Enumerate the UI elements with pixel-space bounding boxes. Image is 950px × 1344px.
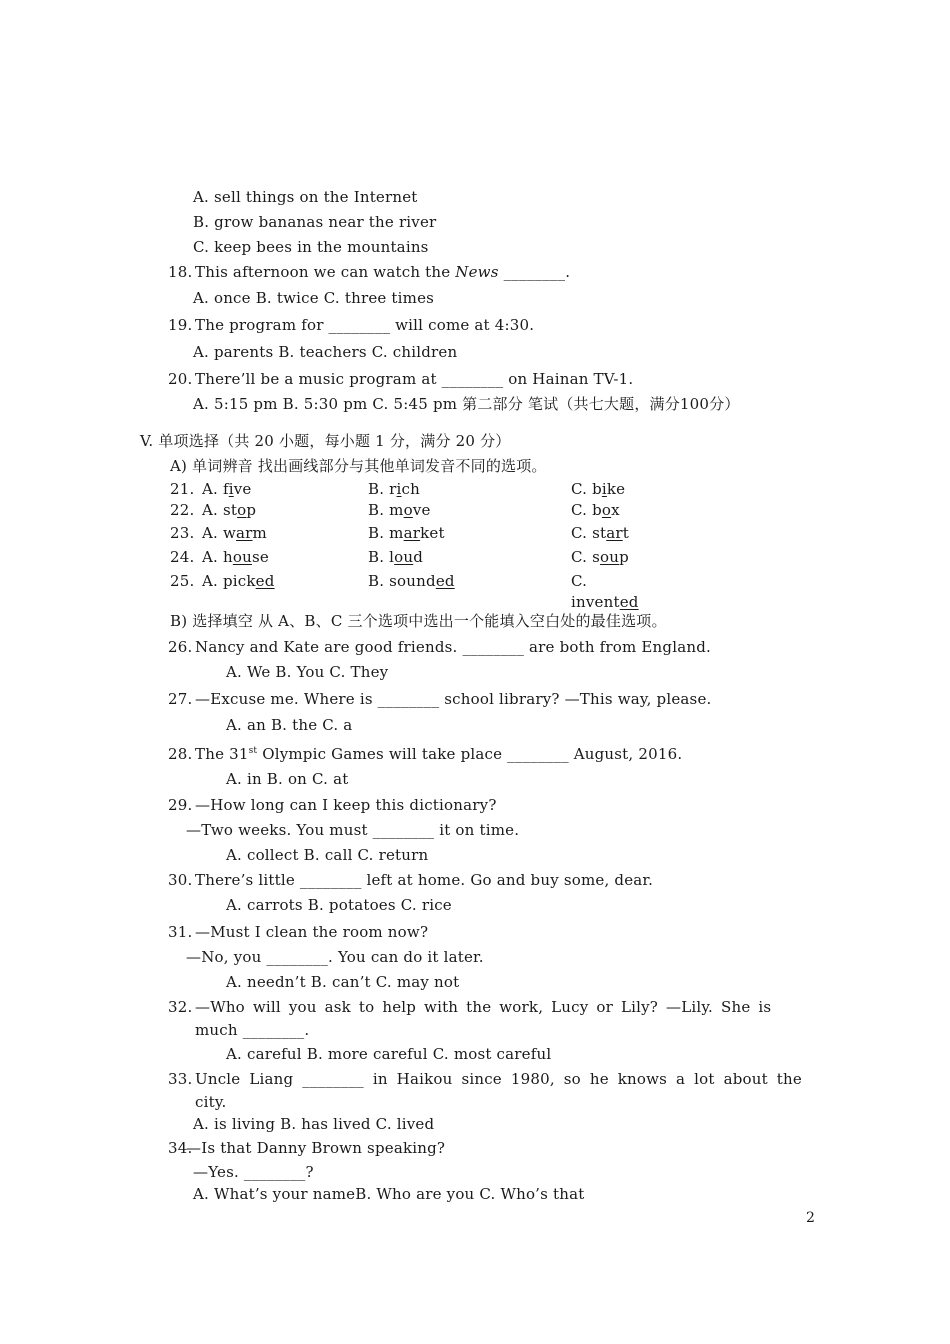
phonics-option-b [368, 548, 423, 566]
q26-number: 26. [168, 638, 193, 656]
phonics-option-c-underlined: o [601, 501, 612, 519]
phonics-option-a-post: p [246, 501, 257, 519]
phonics-option-a-underlined: ar [236, 524, 253, 542]
phonics-option-a [202, 572, 275, 590]
q18-stem-pre: This afternoon we can watch the [195, 263, 456, 281]
q19-stem: The program for ________ will come at 4:30. [195, 316, 535, 334]
q18-stem [195, 263, 570, 281]
q31-line-1: —Must I clean the room now? [195, 923, 429, 941]
q29-line-1: —How long can I keep this dictionary? [195, 796, 497, 814]
phonics-row-number: 25. [170, 572, 195, 590]
phonics-option-b-underlined: ed [435, 572, 455, 590]
q30-options: A. carrots B. potatoes C. rice [226, 896, 452, 914]
phonics-option-c-word-pre: invent [571, 593, 620, 611]
phonics-option-a-post: ve [233, 480, 252, 498]
q31-line-2: —No, you ________. You can do it later. [186, 948, 484, 966]
q20-stem: There’ll be a music program at ________ on Hainan TV-1. [195, 370, 634, 388]
page-number: 2 [806, 1210, 816, 1226]
phonics-option-c [571, 572, 587, 590]
q28-number: 28. [168, 745, 193, 763]
section-5-title: V. 单项选择（共 20 小题，每小题 1 分，满分 20 分） [140, 432, 511, 450]
phonics-option-a [202, 480, 252, 498]
phonics-option-c [571, 524, 629, 542]
phonics-option-a-pre: A. w [202, 524, 237, 542]
phonics-option-b [368, 572, 455, 590]
q34-options: A. What’s your nameB. Who are you C. Who’s that [193, 1185, 585, 1203]
phonics-option-b-pre: B. r [368, 480, 397, 498]
phonics-option-c-underlined: i [601, 480, 607, 498]
phonics-option-a-underlined: i [228, 480, 234, 498]
q34-line-1: —Is that Danny Brown speaking? [186, 1139, 446, 1157]
phonics-option-c-pre: C. b [571, 480, 602, 498]
q33-line-1: Uncle Liang ________ in Haikou since 1980, so he knows a lot about the [195, 1070, 802, 1088]
phonics-option-a [202, 548, 269, 566]
q32-line-1: —Who will you ask to help with the work, Lucy or Lily? —Lily. She is [195, 998, 772, 1016]
phonics-option-c-underlined: ar [606, 524, 623, 542]
q34-line-2: —Yes. ________? [193, 1163, 314, 1181]
phonics-option-c-label: C. [571, 572, 588, 590]
q17-option-b: B. grow bananas near the river [193, 213, 437, 231]
q20-number: 20. [168, 370, 193, 388]
phonics-option-b-pre: B. m [368, 501, 404, 519]
q28-stem [195, 745, 682, 763]
q29-number: 29. [168, 796, 193, 814]
phonics-option-c-post: x [611, 501, 620, 519]
phonics-option-c-post: p [619, 548, 629, 566]
phonics-option-b-underlined: ar [403, 524, 421, 542]
q33-line-2: city. [195, 1093, 227, 1111]
q17-option-a: A. sell things on the Internet [193, 188, 418, 206]
phonics-row-number: 22. [170, 501, 195, 519]
q26-options: A. We B. You C. They [226, 663, 389, 681]
phonics-option-c [571, 548, 629, 566]
q33-options: A. is living B. has lived C. lived [193, 1115, 435, 1133]
phonics-option-b-post: d [413, 548, 424, 566]
q32-number: 32. [168, 998, 193, 1016]
phonics-option-b-pre: B. l [368, 548, 395, 566]
q28-stem-post: Olympic Games will take place ________ August, 2016. [257, 745, 683, 763]
phonics-option-a-underlined: o [237, 501, 247, 519]
q18-stem-news: News [455, 263, 499, 281]
phonics-option-b-pre: B. sound [368, 572, 436, 590]
phonics-option-c-word-underlined: ed [619, 593, 639, 611]
phonics-option-c-post: ke [606, 480, 626, 498]
q27-stem: —Excuse me. Where is ________ school library? —This way, please. [195, 690, 712, 708]
q27-options: A. an B. the C. a [226, 716, 353, 734]
phonics-option-b-underlined: o [403, 501, 413, 519]
phonics-option-b-post: ve [412, 501, 431, 519]
q27-number: 27. [168, 690, 193, 708]
q20-options: A. 5:15 pm B. 5:30 pm C. 5:45 pm 第二部分 笔试（共七大题，满分100分） [193, 395, 740, 413]
q19-options: A. parents B. teachers C. children [193, 343, 458, 361]
phonics-option-c-pre: C. s [571, 548, 600, 566]
phonics-option-a-pre: A. pick [202, 572, 256, 590]
phonics-option-c-underlined: ou [599, 548, 620, 566]
q19-number: 19. [168, 316, 193, 334]
q28-stem-sup: st [248, 746, 258, 756]
q29-options: A. collect B. call C. return [226, 846, 429, 864]
phonics-option-b-post: ch [401, 480, 420, 498]
q18-number: 18. [168, 263, 193, 281]
phonics-option-c-word [571, 593, 639, 611]
q18-options: A. once B. twice C. three times [193, 289, 435, 307]
section-5-part-b: B) 选择填空 从 A、B、C 三个选项中选出一个能填入空白处的最佳选项。 [170, 612, 667, 630]
phonics-option-a [202, 524, 267, 542]
phonics-option-b-underlined: ou [394, 548, 414, 566]
phonics-option-a-pre: A. h [202, 548, 233, 566]
phonics-option-b-post: ket [420, 524, 445, 542]
phonics-option-b-underlined: i [396, 480, 402, 498]
q29-line-2: —Two weeks. You must ________ it on time. [186, 821, 520, 839]
phonics-option-a-post: m [252, 524, 267, 542]
phonics-option-a-underlined: ou [232, 548, 252, 566]
phonics-row-number: 23. [170, 524, 195, 542]
phonics-option-c-post: t [622, 524, 629, 542]
q28-options: A. in B. on C. at [226, 770, 349, 788]
phonics-option-b [368, 501, 431, 519]
q30-number: 30. [168, 871, 193, 889]
phonics-option-c-pre: C. st [571, 524, 607, 542]
phonics-option-a [202, 501, 256, 519]
phonics-row-number: 21. [170, 480, 195, 498]
q30-stem: There’s little ________ left at home. Go and buy some, dear. [195, 871, 654, 889]
phonics-option-b [368, 480, 420, 498]
q18-stem-post: ________. [498, 263, 571, 281]
phonics-option-a-pre: A. f [202, 480, 229, 498]
phonics-option-a-pre: A. st [202, 501, 238, 519]
phonics-option-b [368, 524, 445, 542]
phonics-row-number: 24. [170, 548, 195, 566]
phonics-option-a-underlined: ed [255, 572, 275, 590]
phonics-option-c [571, 501, 620, 519]
phonics-option-a-post: se [251, 548, 269, 566]
q32-options: A. careful B. more careful C. most careful [226, 1045, 552, 1063]
q33-number: 33. [168, 1070, 193, 1088]
phonics-option-b-pre: B. m [368, 524, 404, 542]
q31-number: 31. [168, 923, 193, 941]
q17-option-c: C. keep bees in the mountains [193, 238, 429, 256]
q28-stem-pre: The 31 [195, 745, 249, 763]
q26-stem: Nancy and Kate are good friends. ________ are both from England. [195, 638, 711, 656]
section-5-part-a: A) 单词辨音 找出画线部分与其他单词发音不同的选项。 [170, 457, 547, 475]
phonics-option-c-pre: C. b [571, 501, 602, 519]
q32-line-2: much ________. [195, 1021, 310, 1039]
q34-number: 34. [168, 1139, 193, 1157]
phonics-option-c [571, 480, 625, 498]
q31-options: A. needn’t B. can’t C. may not [226, 973, 460, 991]
